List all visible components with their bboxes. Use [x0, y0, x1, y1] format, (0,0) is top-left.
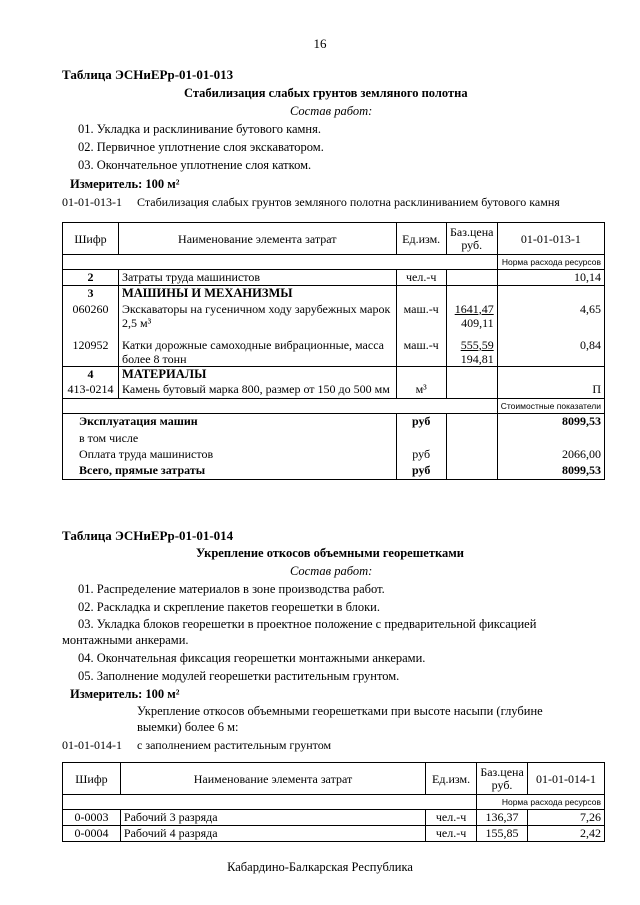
- row-name: Рабочий 4 разряда: [120, 826, 425, 842]
- row-unit: чел.-ч: [396, 270, 446, 286]
- meter: Измеритель: 100 м²: [70, 687, 180, 701]
- work-item: 01. Распределение материалов в зоне производства работ.: [78, 582, 385, 596]
- row-unit: чел.-ч: [426, 810, 477, 826]
- table-title: Таблица ЭСНиЕРр-01-01-013: [62, 67, 234, 82]
- row-unit: маш.-ч: [396, 302, 446, 334]
- cost-label: Стоимостные показатели: [497, 398, 604, 413]
- works-title: Состав работ:: [290, 564, 373, 578]
- summary-name: Эксплуатация машин: [63, 413, 397, 431]
- col-header-item: 01-01-013-1: [497, 223, 604, 255]
- section-code: 4: [63, 366, 119, 382]
- col-header-price: Баз.цена руб.: [446, 223, 497, 255]
- work-item: 04. Окончательная фиксация георешетки монтажными анкерами.: [78, 651, 426, 665]
- price-main: 1641,47: [454, 301, 494, 316]
- row-code: 120952: [63, 334, 119, 367]
- norm-label: Норма расхода ресурсов: [477, 795, 605, 810]
- row-name: Затраты труда машинистов: [118, 270, 396, 286]
- row-code: 0-0004: [63, 826, 121, 842]
- item-description: Стабилизация слабых грунтов земляного полотна расклиниванием бутового камня: [137, 195, 560, 209]
- summary-name: Всего, прямые затраты: [63, 463, 397, 479]
- summary-name: в том числе: [63, 431, 397, 447]
- table-subtitle: Стабилизация слабых грунтов земляного полотна: [184, 86, 468, 100]
- row-value: 7,26: [528, 810, 605, 826]
- item-code: 01-01-013-1: [62, 195, 122, 209]
- row-value: 4,65: [497, 302, 604, 334]
- work-item: 01. Укладка и расклинивание бутового камня.: [78, 122, 321, 136]
- group-description: выемки) более 6 м:: [137, 720, 239, 734]
- table-subtitle: Укрепление откосов объемными георешетками: [196, 546, 464, 560]
- row-value: 2,42: [528, 826, 605, 842]
- work-item-cont: монтажными анкерами.: [62, 633, 189, 647]
- row-name: Камень бутовый марка 800, размер от 150 до 500 мм: [118, 382, 396, 398]
- item-description: с заполнением растительным грунтом: [137, 738, 332, 752]
- row-name: Экскаваторы на гусеничном ходу зарубежных марок 2,5 м³: [118, 302, 396, 334]
- row-unit: маш.-ч: [396, 334, 446, 367]
- resource-table-2: [62, 762, 605, 842]
- meter: Измеритель: 100 м²: [70, 177, 180, 191]
- price-salary: 409,11: [461, 315, 494, 330]
- row-value: 0,84: [497, 334, 604, 367]
- col-header-code: Шифр: [63, 763, 121, 795]
- row-code: 0-0003: [63, 810, 121, 826]
- section-code: 3: [63, 286, 119, 302]
- work-item: 05. Заполнение модулей георешетки растительным грунтом.: [78, 669, 400, 683]
- norm-label: Норма расхода ресурсов: [497, 255, 604, 270]
- table-title: Таблица ЭСНиЕРр-01-01-014: [62, 528, 234, 543]
- summary-unit: руб: [396, 413, 446, 431]
- section-title: МАТЕРИАЛЫ: [118, 366, 396, 382]
- row-code: 413-0214: [63, 382, 119, 398]
- work-item: 02. Раскладка и скрепление пакетов георешетки в блоки.: [78, 600, 380, 614]
- summary-value: 2066,00: [497, 447, 604, 463]
- row-price: 155,85: [477, 826, 528, 842]
- footer: Кабардино-Балкарская Республика: [227, 860, 413, 874]
- summary-value: 8099,53: [497, 463, 604, 479]
- work-item: 02. Первичное уплотнение слоя экскаватором.: [78, 140, 324, 154]
- col-header-code: Шифр: [63, 223, 119, 255]
- work-item: 03. Окончательное уплотнение слоя катком.: [78, 158, 312, 172]
- row-code: 060260: [63, 302, 119, 334]
- summary-unit: руб: [396, 463, 446, 479]
- page-number: 16: [313, 36, 327, 51]
- col-header-name: Наименование элемента затрат: [120, 763, 425, 795]
- row-code: 2: [63, 270, 119, 286]
- col-header-unit: Ед.изм.: [426, 763, 477, 795]
- row-price: 136,37: [477, 810, 528, 826]
- col-header-price: Баз.цена руб.: [477, 763, 528, 795]
- works-title: Состав работ:: [290, 104, 373, 118]
- work-item: 03. Укладка блоков георешетки в проектное положение с предварительной фиксацией: [78, 617, 537, 631]
- resource-table-1: [62, 222, 605, 480]
- summary-value: 8099,53: [497, 413, 604, 431]
- col-header-name: Наименование элемента затрат: [118, 223, 396, 255]
- row-value: П: [497, 382, 604, 398]
- price-salary: 194,81: [460, 351, 494, 366]
- row-value: 10,14: [497, 270, 604, 286]
- row-name: Рабочий 3 разряда: [120, 810, 425, 826]
- price-main: 555,59: [460, 337, 494, 352]
- row-unit: чел.-ч: [426, 826, 477, 842]
- section-title: МАШИНЫ И МЕХАНИЗМЫ: [118, 286, 396, 302]
- summary-unit: руб: [396, 447, 446, 463]
- summary-name: Оплата труда машинистов: [63, 447, 397, 463]
- col-header-unit: Ед.изм.: [396, 223, 446, 255]
- row-unit: м³: [396, 382, 446, 398]
- item-code: 01-01-014-1: [62, 738, 122, 752]
- group-description: Укрепление откосов объемными георешетками при высоте насыпи (глубине: [137, 704, 543, 718]
- col-header-item: 01-01-014-1: [528, 763, 605, 795]
- row-name: Катки дорожные самоходные вибрационные, масса более 8 тонн: [118, 334, 396, 367]
